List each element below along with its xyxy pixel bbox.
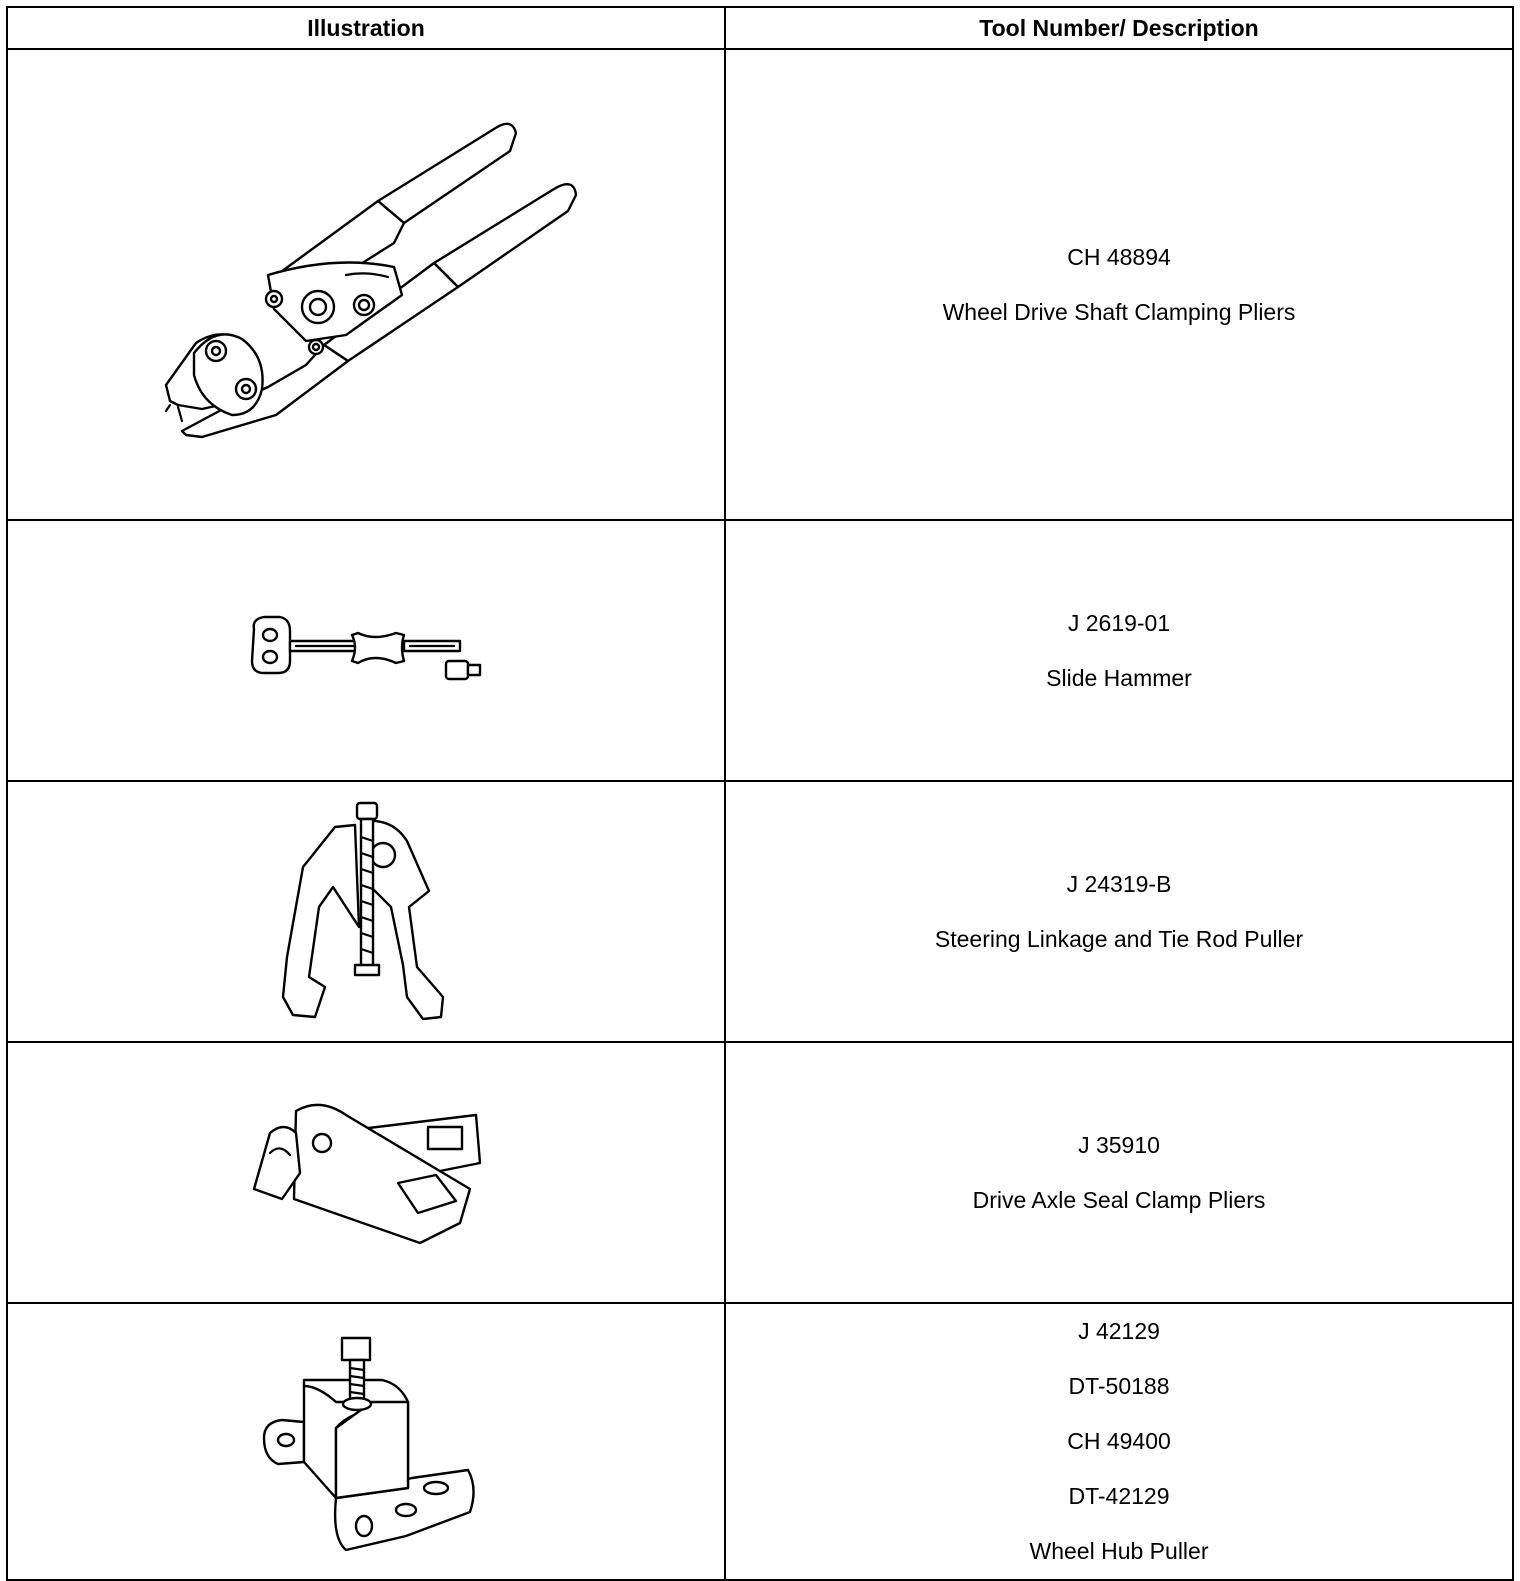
tool-number: J 35910	[1078, 1131, 1160, 1158]
illustration-cell	[7, 49, 725, 520]
tool-number: J 2619-01	[1067, 609, 1171, 636]
table-row	[7, 520, 1513, 781]
tool-description: Wheel Drive Shaft Clamping Pliers	[942, 298, 1296, 325]
description-cell	[725, 781, 1513, 1042]
tool-number: CH 48894	[1067, 243, 1171, 270]
description-cell	[725, 520, 1513, 781]
clamping-pliers-drawing	[146, 105, 586, 465]
description-cell	[725, 49, 1513, 520]
tool-description: Slide Hammer	[1046, 664, 1192, 691]
tool-description: Wheel Hub Puller	[1029, 1538, 1209, 1564]
tool-description: Drive Axle Seal Clamp Pliers	[972, 1186, 1266, 1213]
illustration-cell	[7, 520, 725, 781]
seal-clamp-pliers-drawing	[246, 1093, 486, 1253]
tool-description: Steering Linkage and Tie Rod Puller	[934, 925, 1304, 952]
header-description: Tool Number/ Description	[725, 7, 1513, 49]
tool-number: J 24319-B	[1066, 870, 1172, 897]
table-row	[7, 781, 1513, 1042]
tool-number: DT-50188	[1068, 1373, 1170, 1399]
illustration-cell	[7, 1042, 725, 1303]
special-tools-table	[6, 6, 1514, 1581]
header-row	[7, 7, 1513, 49]
table-row	[7, 49, 1513, 520]
tie-rod-puller-drawing	[271, 797, 461, 1027]
illustration-cell	[7, 1303, 725, 1580]
tool-number: DT-42129	[1068, 1483, 1170, 1509]
table-row	[7, 1303, 1513, 1580]
illustration-cell	[7, 781, 725, 1042]
table-row	[7, 1042, 1513, 1303]
wheel-hub-puller-drawing	[256, 1322, 476, 1562]
description-cell	[725, 1303, 1513, 1580]
tool-number: J 42129	[1078, 1318, 1160, 1344]
description-cell	[725, 1042, 1513, 1303]
header-illustration: Illustration	[7, 7, 725, 49]
slide-hammer-drawing	[246, 611, 486, 691]
tool-number: CH 49400	[1067, 1428, 1171, 1454]
